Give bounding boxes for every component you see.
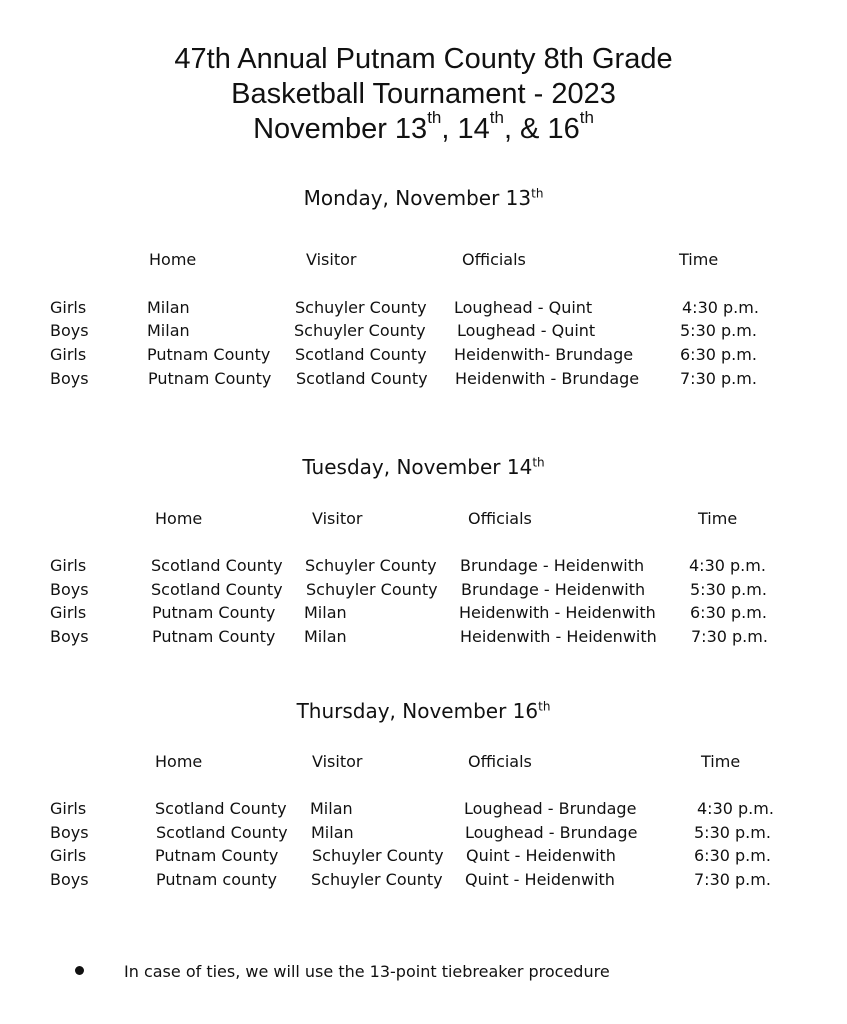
game-home-team: Putnam County: [147, 345, 271, 364]
game-home-team: Scotland County: [151, 556, 283, 575]
game-officials: Loughead - Brundage: [464, 799, 637, 818]
column-header-time: Time: [698, 509, 738, 528]
game-division: Girls: [50, 298, 87, 317]
game-time: 6:30 p.m.: [680, 345, 757, 364]
game-visitor-team: Schuyler County: [294, 321, 426, 340]
day-heading-monday: Monday, November 13th: [303, 186, 544, 210]
column-header-home: Home: [155, 509, 203, 528]
game-time: 6:30 p.m.: [690, 603, 767, 622]
game-visitor-team: Scotland County: [296, 369, 428, 388]
tiebreaker-note: In case of ties, we will use the 13-point tiebreaker procedure: [124, 962, 610, 981]
game-officials: Quint - Heidenwith: [465, 870, 615, 889]
game-home-team: Putnam County: [148, 369, 272, 388]
game-officials: Quint - Heidenwith: [466, 846, 616, 865]
column-header-home: Home: [149, 250, 197, 269]
game-officials: Heidenwith - Heidenwith: [459, 603, 656, 622]
game-division: Boys: [50, 580, 89, 599]
game-time: 7:30 p.m.: [680, 369, 757, 388]
title-line-1: 47th Annual Putnam County 8th Grade: [174, 43, 673, 75]
column-header-officials: Officials: [468, 509, 532, 528]
game-time: 5:30 p.m.: [690, 580, 767, 599]
game-officials: Heidenwith - Brundage: [455, 369, 640, 388]
column-header-time: Time: [679, 250, 719, 269]
game-home-team: Putnam County: [152, 627, 276, 646]
game-time: 5:30 p.m.: [680, 321, 757, 340]
game-officials: Heidenwith- Brundage: [454, 345, 634, 364]
bullet-icon: [75, 966, 84, 975]
game-division: Boys: [50, 369, 89, 388]
game-home-team: Putnam County: [152, 603, 276, 622]
game-time: 4:30 p.m.: [689, 556, 766, 575]
game-time: 4:30 p.m.: [697, 799, 774, 818]
game-division: Girls: [50, 345, 87, 364]
game-visitor-team: Schuyler County: [312, 846, 444, 865]
game-home-team: Putnam county: [156, 870, 278, 889]
game-division: Boys: [50, 321, 89, 340]
game-visitor-team: Milan: [311, 823, 354, 842]
column-header-officials: Officials: [462, 250, 526, 269]
game-home-team: Putnam County: [155, 846, 279, 865]
game-officials: Loughead - Brundage: [465, 823, 638, 842]
column-header-time: Time: [701, 752, 741, 771]
game-visitor-team: Milan: [304, 603, 347, 622]
game-division: Boys: [50, 823, 89, 842]
game-division: Girls: [50, 556, 87, 575]
day-heading-thursday: Thursday, November 16th: [296, 699, 551, 723]
game-officials: Loughead - Quint: [457, 321, 596, 340]
column-header-visitor: Visitor: [312, 752, 363, 771]
column-header-officials: Officials: [468, 752, 532, 771]
game-home-team: Scotland County: [151, 580, 283, 599]
game-officials: Brundage - Heidenwith: [461, 580, 646, 599]
document-title: [0, 42, 847, 147]
column-header-visitor: Visitor: [306, 250, 357, 269]
game-time: 7:30 p.m.: [694, 870, 771, 889]
game-visitor-team: Schuyler County: [295, 298, 427, 317]
game-visitor-team: Schuyler County: [306, 580, 438, 599]
game-visitor-team: Scotland County: [295, 345, 427, 364]
title-line-3: November 13th, 14th, & 16th: [253, 108, 594, 145]
column-header-home: Home: [155, 752, 203, 771]
game-division: Boys: [50, 627, 89, 646]
title-line-2: Basketball Tournament - 2023: [231, 78, 616, 110]
game-home-team: Milan: [147, 298, 190, 317]
day-heading-tuesday: Tuesday, November 14th: [302, 455, 545, 479]
game-time: 6:30 p.m.: [694, 846, 771, 865]
game-time: 5:30 p.m.: [694, 823, 771, 842]
game-home-team: Scotland County: [155, 799, 287, 818]
game-officials: Heidenwith - Heidenwith: [460, 627, 657, 646]
game-visitor-team: Milan: [310, 799, 353, 818]
game-division: Girls: [50, 799, 87, 818]
game-home-team: Milan: [147, 321, 190, 340]
game-home-team: Scotland County: [156, 823, 288, 842]
game-time: 7:30 p.m.: [691, 627, 768, 646]
game-time: 4:30 p.m.: [682, 298, 759, 317]
game-visitor-team: Milan: [304, 627, 347, 646]
column-header-visitor: Visitor: [312, 509, 363, 528]
game-officials: Loughead - Quint: [454, 298, 593, 317]
game-officials: Brundage - Heidenwith: [460, 556, 645, 575]
game-visitor-team: Schuyler County: [305, 556, 437, 575]
game-division: Boys: [50, 870, 89, 889]
game-visitor-team: Schuyler County: [311, 870, 443, 889]
game-division: Girls: [50, 603, 87, 622]
game-division: Girls: [50, 846, 87, 865]
